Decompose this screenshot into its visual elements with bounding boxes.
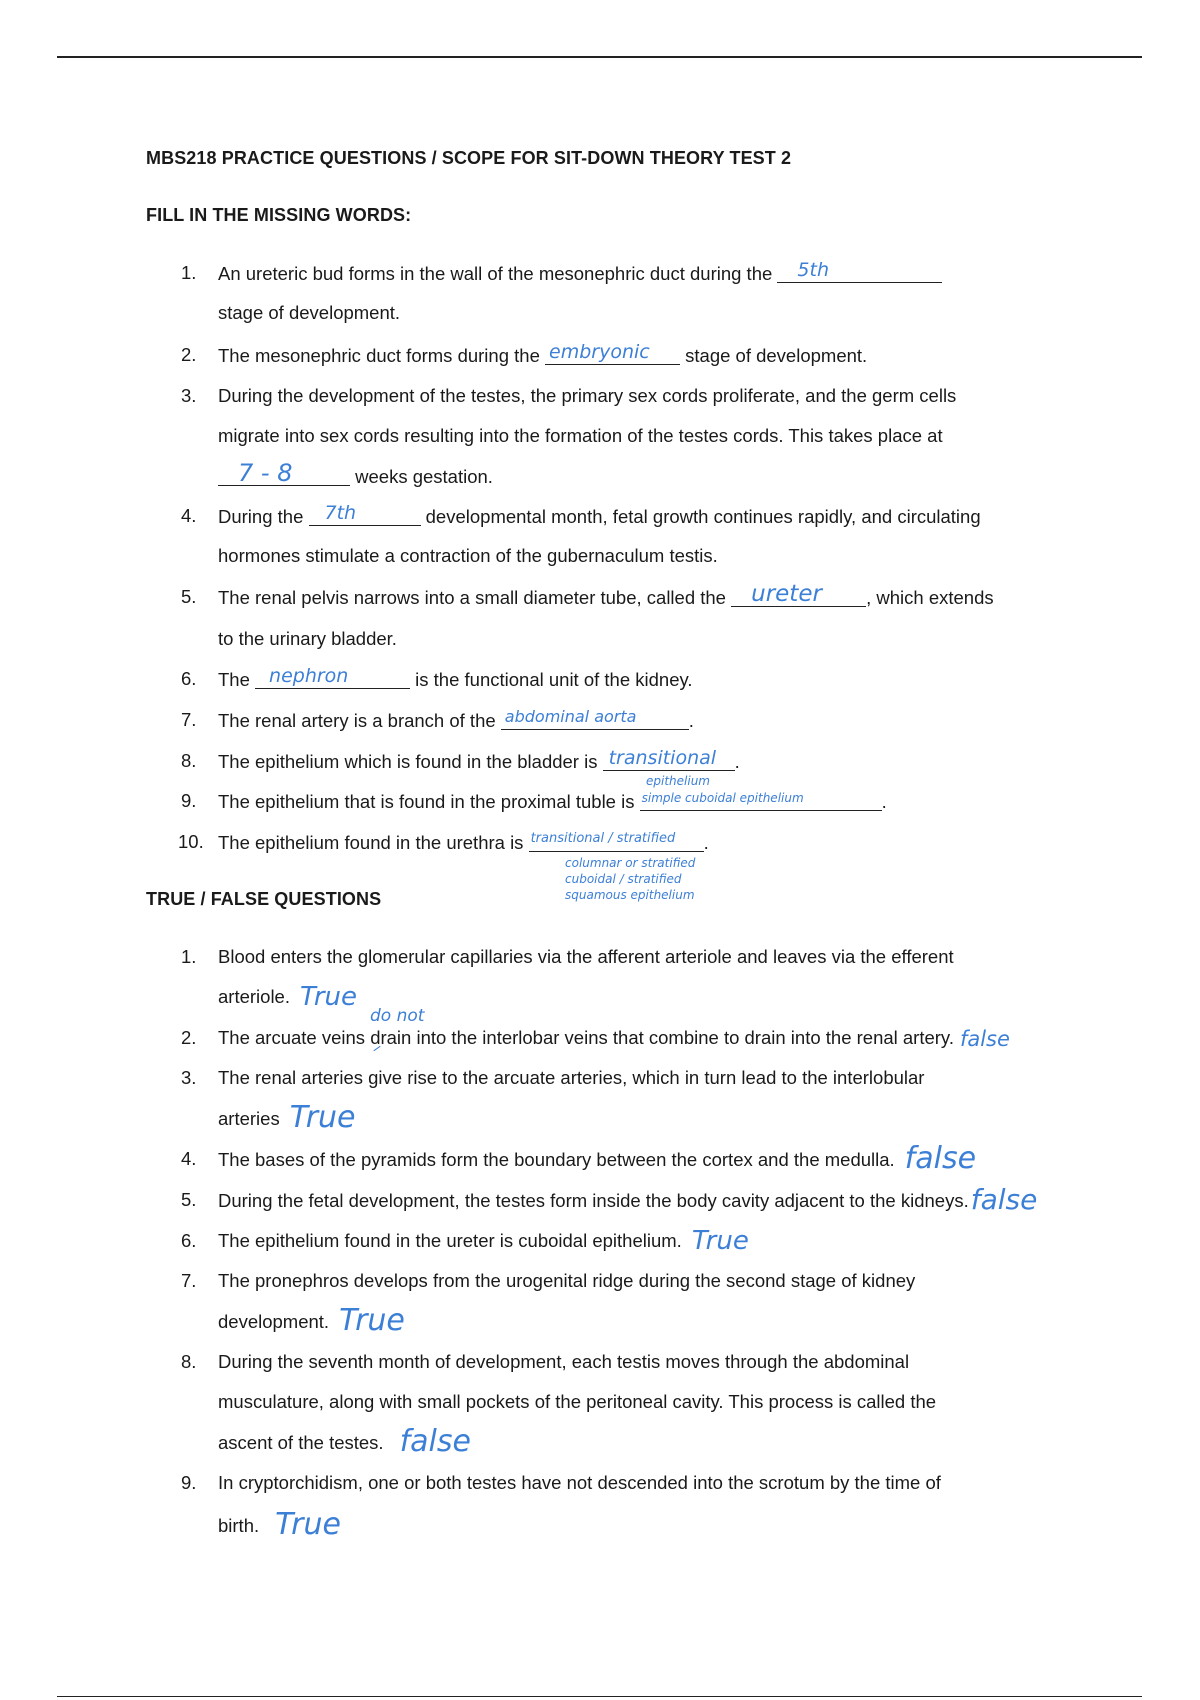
item-number: 1. [181,946,197,967]
tf-item-8-line1: During the seventh month of development, each testis moves through the abdominal [218,1351,910,1372]
handwritten-answer: 7th [324,502,357,524]
handwritten-answer: false [399,1424,471,1459]
handwritten-answer: True [339,1303,405,1338]
item-number: 10. [178,831,204,852]
item-number: 8. [181,1351,197,1372]
item-number: 2. [181,1027,197,1048]
item-number: 7. [181,1270,197,1291]
tf-item-1-line1: Blood enters the glomerular capillaries via the afferent arteriole and leaves via the efferent [218,946,954,967]
item-number: 4. [181,505,197,526]
fill-item-3-line3: 7 - 8 weeks gestation. [218,465,493,488]
answer-blank [603,747,735,771]
tf-item-7-line2: development. True [218,1303,405,1338]
tf-item-3-line2: arteries True [218,1100,356,1135]
handwritten-answer: True [691,1226,749,1256]
item-number: 5. [181,586,197,607]
bottom-rule [57,1696,1142,1697]
fill-item-3-line1: During the development of the testes, the primary sex cords proliferate, and the germ cells [218,385,957,406]
item-number: 7. [181,709,197,730]
tf-item-5: During the fetal development, the testes form inside the body cavity adjacent to the kidneys.false [218,1183,1038,1216]
item-number: 9. [181,790,197,811]
answer-blank [529,831,704,852]
handwritten-answer: false [959,1027,1010,1051]
item-number: 1. [181,262,197,283]
tf-item-8-line2: musculature, along with small pockets of the peritoneal cavity. This process is called the [218,1391,937,1412]
handwritten-answer: True [289,1100,356,1135]
handwritten-answer: 5th [797,259,830,281]
answer-blank [218,459,350,487]
tf-item-2: The arcuate veins drain into the interlobar veins that combine to drain into the renal artery. false [218,1027,1010,1051]
handwritten-answer: 7 - 8 [238,459,293,487]
tf-item-9-line1: In cryptorchidism, one or both testes have not descended into the scrotum by the time of [218,1472,941,1493]
answer-blank [501,709,689,730]
answer-blank [545,341,680,365]
tf-item-6: The epithelium found in the ureter is cuboidal epithelium. True [218,1226,749,1256]
answer-blank [731,581,866,607]
answer-blank [309,502,421,526]
tf-item-7-line1: The pronephros develops from the urogenital ridge during the second stage of kidney [218,1270,916,1291]
handwritten-note: cuboidal / stratified [565,872,682,886]
top-rule [57,56,1142,58]
handwritten-insertion: do not [370,1006,425,1026]
item-number: 4. [181,1148,197,1169]
fill-item-6: The nephron is the functional unit of the kidney. [218,665,693,690]
answer-blank [640,790,882,811]
fill-item-8: The epithelium which is found in the bladder is transitional . [218,747,740,772]
handwritten-answer: simple cuboidal epithelium [641,791,804,805]
tf-section-heading: TRUE / FALSE QUESTIONS [146,889,382,909]
handwritten-note: squamous epithelium [565,888,695,902]
item-number: 3. [181,385,197,406]
tf-item-4: The bases of the pyramids form the boundary between the cortex and the medulla. false [218,1141,977,1176]
item-number: 9. [181,1472,197,1493]
item-number: 2. [181,344,197,365]
handwritten-answer: embryonic [549,341,650,363]
handwritten-answer: nephron [269,665,349,687]
fill-item-4: During the 7th developmental month, fetal growth continues rapidly, and circulating [218,502,981,527]
fill-item-4-cont: hormones stimulate a contraction of the gubernaculum testis. [218,545,718,566]
document-title: MBS218 PRACTICE QUESTIONS / SCOPE FOR SIT-DOWN THEORY TEST 2 [146,148,792,168]
fill-item-5-cont: to the urinary bladder. [218,628,397,649]
fill-item-1-cont: stage of development. [218,302,401,323]
fill-item-10: The epithelium found in the urethra is transitional / stratified . [218,831,709,854]
item-number: 6. [181,668,197,689]
handwritten-answer: transitional [608,747,717,769]
handwritten-answer: True [275,1507,341,1542]
item-number: 8. [181,750,197,771]
handwritten-note: epithelium [646,774,710,788]
fill-item-9: The epithelium that is found in the proximal tuble is simple cuboidal epithelium . [218,790,887,813]
fill-item-1: An ureteric bud forms in the wall of the mesonephric duct during the 5th [218,262,942,285]
handwritten-note: columnar or stratified [565,856,696,870]
fill-section-heading: FILL IN THE MISSING WORDS: [146,205,412,225]
answer-blank [777,259,942,283]
item-number: 5. [181,1189,197,1210]
item-number: 6. [181,1230,197,1251]
fill-item-5: The renal pelvis narrows into a small diameter tube, called the ureter , which extends [218,581,994,608]
handwritten-answer: transitional / stratified [530,831,676,846]
item-number: 3. [181,1067,197,1088]
handwritten-answer: abdominal aorta [504,707,637,726]
fill-item-2: The mesonephric duct forms during the embryonic stage of development. [218,341,868,366]
tf-item-1-line2: arteriole. True [218,982,358,1012]
fill-item-3-line2: migrate into sex cords resulting into the formation of the testes cords. This takes place at [218,425,943,446]
handwritten-answer: false [970,1183,1038,1216]
handwritten-answer: false [904,1141,977,1176]
handwritten-answer: ureter [751,581,822,607]
answer-blank [255,665,410,689]
tf-item-9-line2: birth. True [218,1507,341,1542]
handwritten-answer: True [299,982,358,1012]
fill-item-7: The renal artery is a branch of the abdominal aorta . [218,707,694,731]
tf-item-8-line3: ascent of the testes. false [218,1424,471,1459]
tf-item-3-line1: The renal arteries give rise to the arcuate arteries, which in turn lead to the interlobular [218,1067,925,1088]
